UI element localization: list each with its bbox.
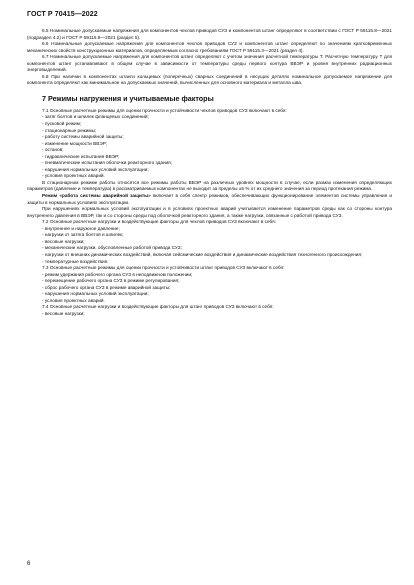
list-item: - стационарные режимы; <box>42 127 97 133</box>
list-item: - гидравлические испытания ВВЭР; <box>42 153 120 159</box>
list-modes-covers <box>27 114 392 179</box>
paragraph-text: включает в себя спектр режимов, обеспечивающих функционирование элементов системы управления и защиты в нормальных условиях эксплуатации. <box>27 193 392 205</box>
list-loads-covers <box>27 226 392 265</box>
document-body <box>27 28 392 317</box>
list-item: - работу системы аварийной защиты; <box>42 134 124 140</box>
paragraph-6-7: 6.7 Номинальные допускаемые напряжения для компонентов штанг определяют с учетом значения расчетной температуры Т. Расчетную температуру Т для компонентов штанг устанавливают в общем случае в зависимости от температуры среды первого контура ВВЭР и уровня внутренних радиационных энерговыделений. <box>27 54 392 73</box>
list-item: - механические нагрузки, обусловленные работой привода СУЗ; <box>42 245 182 251</box>
list-item: - условия проектных аварий. <box>42 297 105 303</box>
list-modes-rods <box>27 272 392 305</box>
list-item: - нарушения нормальных условий эксплуатации; <box>42 291 149 297</box>
list-item: - затяг болтов и шпилек фланцевых соединений; <box>42 114 149 120</box>
list-item: - условия проектных аварий. <box>42 173 105 179</box>
paragraph-7-1: 7.1 Основные расчетные режимы для оценки прочности и устойчивости чехлов приводов СУЗ включают в себя: <box>42 107 287 113</box>
list-item: - весовые нагрузки; <box>42 310 85 316</box>
list-item: - останов; <box>42 147 64 153</box>
list-item: - пневматические испытания оболочки реакторного здания; <box>42 160 172 166</box>
emphasis-term: Режим «работа системы аварийной защиты» <box>42 193 151 199</box>
paragraph-stationary: В стационарном режиме работы относятся все режимы работы ВВЭР на различных уровнях мощности в случае, если размах изменения определяющих параметров (давление и температура) в рассматриваемых компонентах не выходит за пределы ±5 % от их среднего значения за период протекания режима. <box>27 179 392 192</box>
section-heading: 7 Режимы нагружения и учитываемые факторы <box>42 93 214 103</box>
paragraph-violations: При нарушениях нормальных условий эксплуатации и в условиях проектных аварий учитывается изменение параметров среды как со стороны контура внутреннего давления в ВВЭР, так и со стороны среды под оболочкой реакторного здания, а также нагрузки, связанные с работой привода СУЗ. <box>27 206 392 218</box>
paragraph-7-2: 7.2 Основные расчетные нагрузки и воздействующие факторы для чехлов приводов СУЗ включают в себя: <box>42 219 276 225</box>
page-number: 6 <box>27 561 31 567</box>
list-loads-rods <box>27 311 392 318</box>
paragraph-emergency-protection <box>27 193 392 206</box>
list-item: - нарушения нормальных условий эксплуатации; <box>42 166 149 172</box>
list-item: - нагрузки от внешних динамических воздействий, включая сейсмические воздействия и динамические воздействия техногенного происхождения; <box>42 251 363 257</box>
list-item: - перемещение рабочего органа СУЗ в режиме регулирования; <box>42 278 180 284</box>
list-item: - весовые нагрузки; <box>42 238 85 244</box>
paragraph-7-4: 7.4 Основные расчетные нагрузки и воздействующие факторы для штанг приводов СУЗ включают в себя: <box>42 304 274 310</box>
paragraph-7-3: 7.3 Основные расчетные режимы для оценки прочности и устойчивости штанг приводов СУЗ включают в себя: <box>42 265 285 271</box>
paragraph-6-8: 6.8 При наличии в компонентах штанги кольцевых (поперечных) сварных соединений в несущих деталях номинальное допускаемое напряжение для компонента определяют как минимальное на допускаемых значений, вычисленных для основного материала и металла шва. <box>27 73 392 86</box>
paragraph-6-5: 6.5 Номинальные допускаемые напряжения для компонентов чехлов приводов СУЗ и компонентов штанг определяют в соответствии с ГОСТ Р 59115.8—2021 (подраздел 4.2) и ГОСТ Р 59115.9—2021 (раздел 5). <box>27 28 392 40</box>
list-item: - изменение мощности ВВЭР; <box>42 140 108 146</box>
list-item: - температурные воздействия. <box>42 258 109 264</box>
list-item: - пусковой режим; <box>42 121 82 127</box>
list-item: - нагрузки от затяга болтов и шпилек; <box>42 232 124 238</box>
paragraph-6-6: 6.6 Номинальные допускаемые напряжения для компонентов чехлов приводов СУЗ и компонентов штанг определяют по значениям кратковременных механических свойств конструкционных материалов, определяемым согласно требованиям ГОСТ Р 59115.3—2021 (раздел 4). <box>27 41 392 53</box>
list-item: - режим удержания рабочего органа СУЗ в неподвижном положении; <box>42 271 193 277</box>
list-item: - сброс рабочего органа СУЗ в режиме аварийной защиты; <box>42 284 171 290</box>
document-header: ГОСТ Р 70415—2022 <box>27 11 98 18</box>
list-item: - внутреннее и наружное давление; <box>42 225 120 231</box>
